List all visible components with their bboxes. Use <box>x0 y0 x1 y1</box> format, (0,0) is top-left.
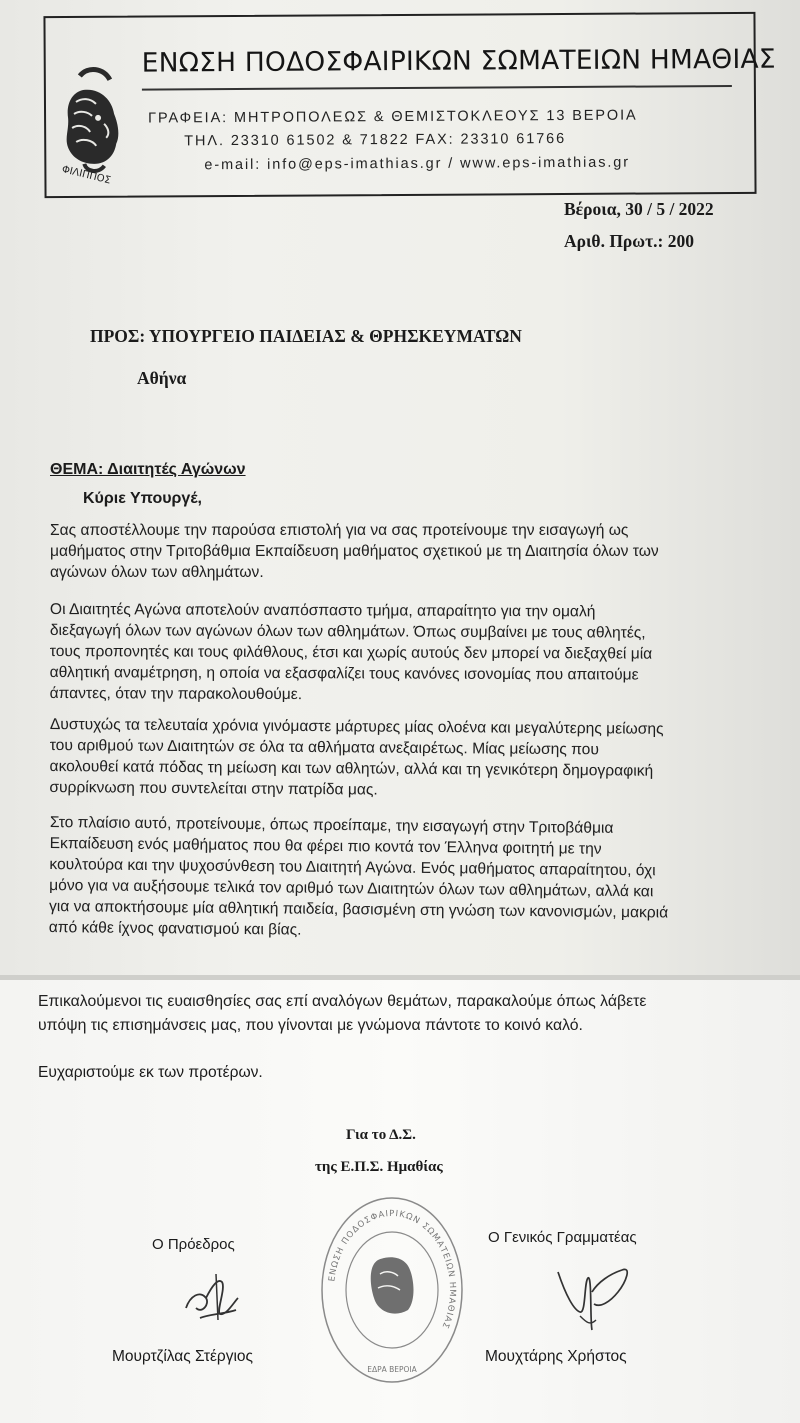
president-name: Μουρτζίλας Στέργιος <box>112 1348 254 1365</box>
official-stamp-icon <box>318 1190 466 1390</box>
salutation: Κύριε Υπουργέ, <box>83 490 202 507</box>
paragraph-5 <box>38 990 762 1038</box>
text-line: άπαντες, όταν την παρακολουθούμε. <box>49 684 303 704</box>
text-line: Στο πλαίσιο αυτό, προτείνουμε, όπως προείπαμε, την εισαγωγή στην Τριτοβάθμια <box>49 813 614 837</box>
offices-address: ΓΡΑΦΕΙΑ: ΜΗΤΡΟΠΟΛΕΩΣ & ΘΕΜΙΣΤΟΚΛΕΟΥΣ 13 ΒΕΡΟΙΑ <box>148 107 638 127</box>
text-line: από κάθε ίχνος φανατισμού και βίας. <box>48 918 302 939</box>
text-line: Επικαλούμενοι τις ευαισθησίες σας επί αναλόγων θεμάτων, παρακαλούμε όπως λάβετε <box>38 993 647 1010</box>
text-line: Εκπαίδευση ενός μαθήματος που θα φέρει πιο κοντά τον Έλληνα φοιτητή με την <box>49 834 602 858</box>
text-line: συρρίκνωση που συντελείται στην πατρίδα μας. <box>49 778 378 799</box>
text-line: υπόψη τις επισημάνσεις μας, που γίνονται με γνώμονα πάντοτε το κοινό καλό. <box>38 1017 583 1034</box>
text-line: κουλτούρα και την ψυχοσύνθεση του Διαιτητή Αγώνα. Ενός μαθήματος απαραίτητου, όχι <box>49 855 656 880</box>
email-website: e-mail: info@eps-imathias.gr / www.eps-imathias.gr <box>204 154 631 174</box>
recipient: ΠΡΟΣ: ΥΠΟΥΡΓΕΙΟ ΠΑΙΔΕΙΑΣ & ΘΡΗΣΚΕΥΜΑΤΩΝ <box>90 326 522 346</box>
svg-text:ΦΙΛΙΠΠΟΣ: ΦΙΛΙΠΠΟΣ <box>60 164 112 187</box>
protocol-number: Αριθ. Πρωτ.: 200 <box>564 231 694 251</box>
recipient-city: Αθήνα <box>137 368 187 388</box>
president-title: Ο Πρόεδρος <box>152 1236 235 1253</box>
text-line: Δυστυχώς τα τελευταία χρόνια γινόμαστε μάρτυρες μίας ολοένα και μεγαλύτερης μείωσης <box>49 715 664 738</box>
letter-date: Βέροια, 30 / 5 / 2022 <box>564 199 714 219</box>
letterhead-box <box>43 12 776 198</box>
paragraph-1 <box>50 520 755 583</box>
svg-text:ΕΔΡΑ ΒΕΡΟΙΑ: ΕΔΡΑ ΒΕΡΟΙΑ <box>367 1365 417 1374</box>
svg-text:ΕΝΩΣΗ ΠΟΔΟΣΦΑΙΡΙΚΩΝ ΣΩΜΑΤΕΙΩΝ: ΕΝΩΣΗ ΠΟΔΟΣΦΑΙΡΙΚΩΝ ΣΩΜΑΤΕΙΩΝ ΗΜΑΘΙΑΣ <box>327 1208 458 1331</box>
president-signature-icon <box>176 1268 246 1326</box>
text-line: μόνο για να αυξήσουμε τελικά τον αριθμό των Διαιτητών όλων των αθλημάτων, αλλά και <box>49 876 654 901</box>
text-line: για να αποκτήσουμε μία αθλητική παιδεία, βασισμένη στη γνώση των κανονισμών, μακριά <box>48 897 669 922</box>
text-line: τους προπονητές και τους φιλάθλους, έτσι και χωρίς αυτούς δεν μπορεί να διεξαχθεί μία <box>49 642 653 663</box>
paragraph-2 <box>50 599 755 707</box>
title-rule <box>142 85 732 90</box>
closing-thanks: Ευχαριστούμε εκ των προτέρων. <box>38 1064 263 1081</box>
paragraph-3 <box>49 714 755 804</box>
text-line: μαθήματος στην Τριτοβάθμια Εκπαίδευση μαθήματος σχετικού με τη Διαιτησία όλων των <box>50 543 659 560</box>
secretary-title: Ο Γενικός Γραμματέας <box>488 1229 637 1246</box>
text-line: διεξαγωγή όλων των αγώνων όλων των αθλημάτων. Όπως συμβαίνει με τους αθλητές, <box>49 621 646 642</box>
paragraph-4 <box>49 812 755 945</box>
text-line: αγώνων όλων των αθλημάτων. <box>50 564 264 581</box>
signature-organization: της Ε.Π.Σ. Ημαθίας <box>315 1159 443 1175</box>
text-line: Οι Διαιτητές Αγώνα αποτελούν αναπόσπαστο τμήμα, απαραίτητο για την ομαλή <box>49 601 596 621</box>
organization-title: ΕΝΩΣΗ ΠΟΔΟΣΦΑΙΡΙΚΩΝ ΣΩΜΑΤΕΙΩΝ ΗΜΑΘΙΑΣ <box>141 43 776 79</box>
phones-fax: ΤΗΛ. 23310 61502 & 71822 FAX: 23310 61766 <box>184 130 567 150</box>
text-line: του αριθμού των Διαιτητών σε όλα τα αθλήματα ανεξαιρέτως. Μίας μείωσης που <box>49 736 599 759</box>
text-line: ακολουθεί κατά πόδας τη μείωση και των αθλητών, αλλά και τη γενικότερη δημογραφική <box>49 757 654 780</box>
secretary-name: Μουχτάρης Χρήστος <box>485 1348 627 1365</box>
subject-line: ΘΕΜΑ: Διαιτητές Αγώνων <box>50 461 246 478</box>
signature-on-behalf: Για το Δ.Σ. <box>346 1127 416 1143</box>
secretary-signature-icon <box>540 1252 640 1338</box>
text-line: αθλητική αναμέτρηση, η οποία να εξασφαλίζει τους κανόνες ισονομίας που απαιτούμε <box>49 663 639 684</box>
text-line: Σας αποστέλλουμε την παρούσα επιστολή για να σας προτείνουμε την εισαγωγή ως <box>50 522 629 539</box>
philip-head-logo-icon <box>54 52 137 192</box>
